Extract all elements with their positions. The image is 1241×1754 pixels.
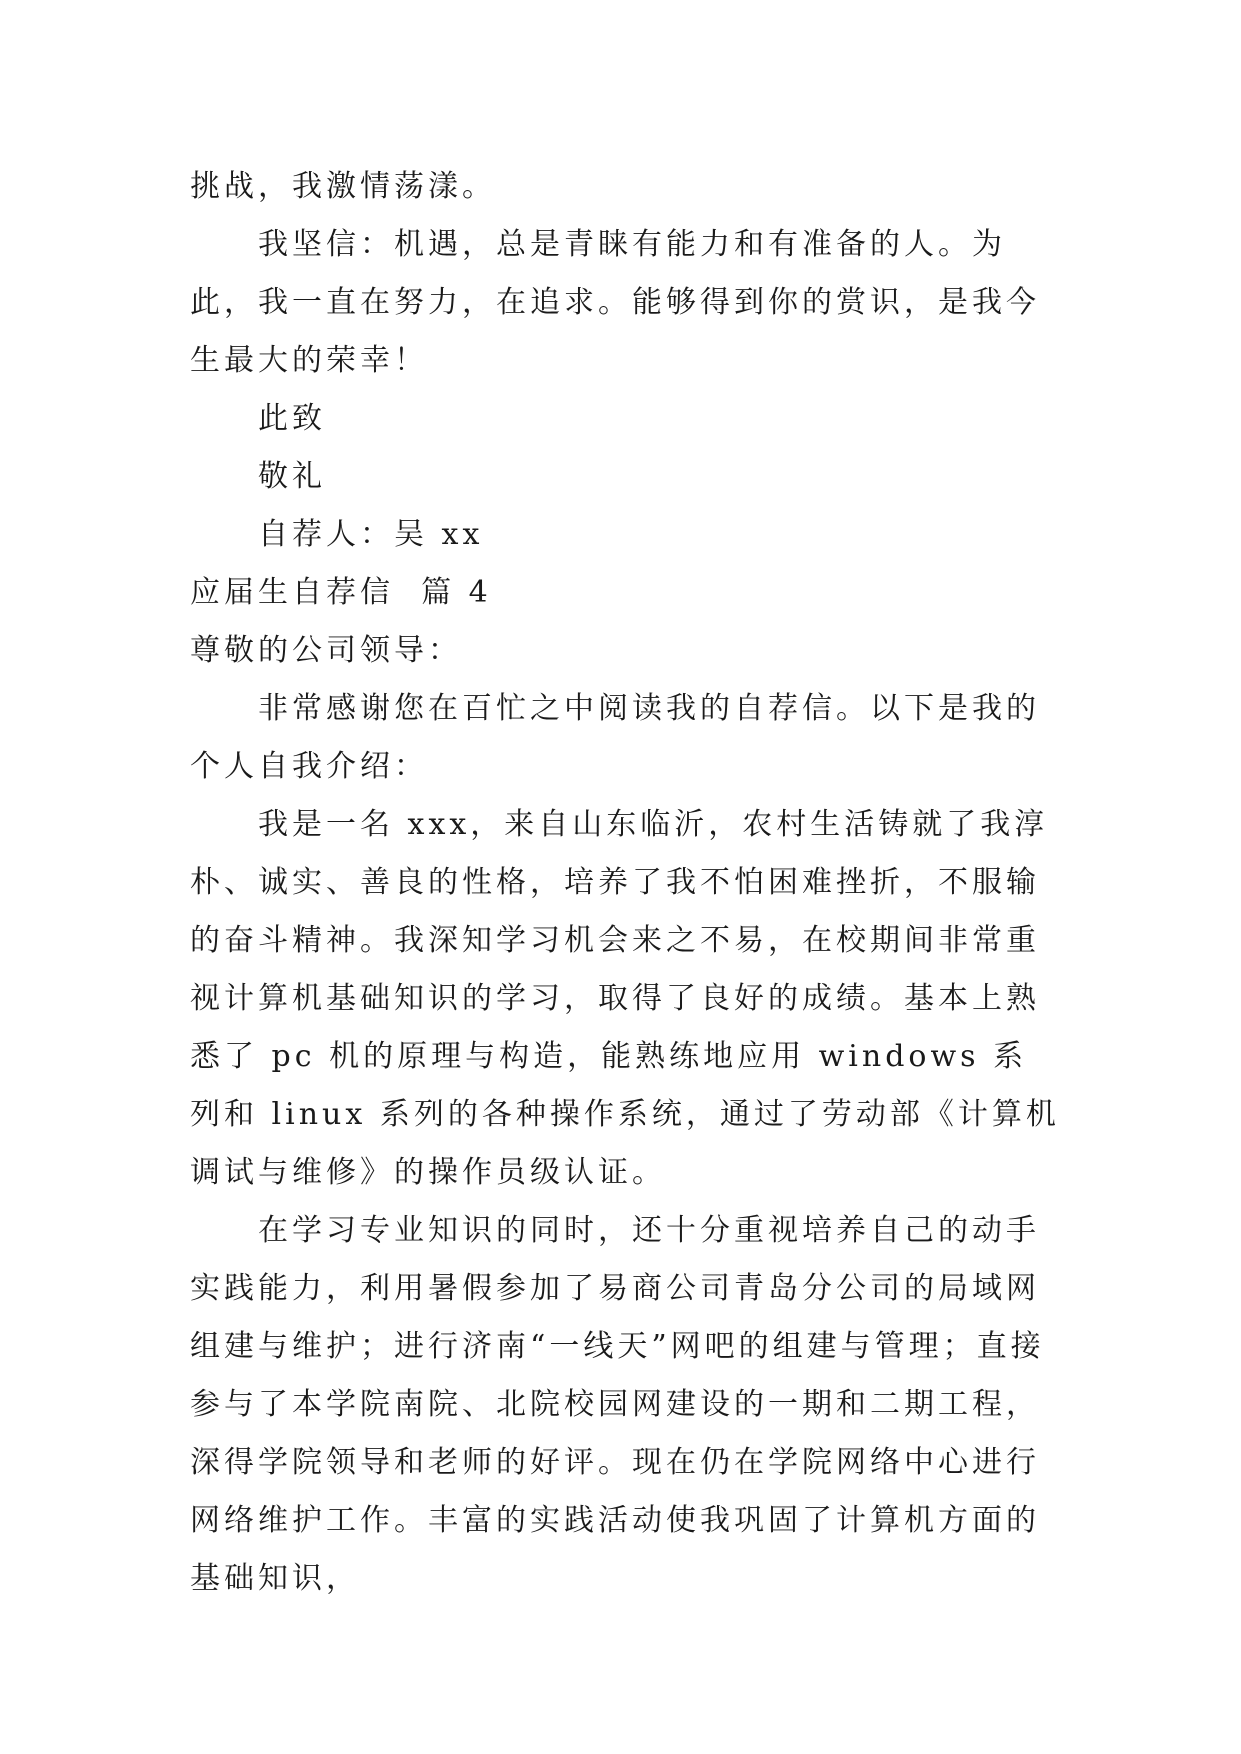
salutation: 尊敬的公司领导：: [190, 633, 462, 668]
closing-line-2: 敬礼: [258, 459, 326, 494]
continued-line: 挑战，我激情荡漾。: [190, 169, 496, 204]
paragraph-belief: 我坚信：机遇，总是青睐有能力和有准备的人。为此，我一直在努力，在追求。能够得到你的赏识，是我今生最大的荣幸！: [190, 227, 1040, 378]
letter-body: [190, 158, 1060, 1608]
closing-line-1: 此致: [258, 401, 326, 436]
paragraph-intro: 非常感谢您在百忙之中阅读我的自荐信。以下是我的个人自我介绍：: [190, 691, 1040, 784]
section-title: 应届生自荐信 篇 4: [190, 575, 492, 610]
paragraph-background: 我是一名 xxx，来自山东临沂，农村生活铸就了我淳朴、诚实、善良的性格，培养了我不怕困难挫折，不服输的奋斗精神。我深知学习机会来之不易，在校期间非常重视计算机基础知识的学习，取得了良好的成绩。基本上熟悉了 pc 机的原理与构造，能熟练地应用 windows 系列和 linux 系列的各种操作系统，通过了劳动部《计算机调试与维修》的操作员级认证。: [190, 807, 1060, 1190]
signature-line: 自荐人：吴 xx: [258, 517, 484, 552]
paragraph-practice: 在学习专业知识的同时，还十分重视培养自己的动手实践能力，利用暑假参加了易商公司青岛分公司的局域网组建与维护；进行济南“一线天”网吧的组建与管理；直接参与了本学院南院、北院校园网建设的一期和二期工程，深得学院领导和老师的好评。现在仍在学院网络中心进行网络维护工作。丰富的实践活动使我巩固了计算机方面的基础知识，: [190, 1213, 1045, 1596]
